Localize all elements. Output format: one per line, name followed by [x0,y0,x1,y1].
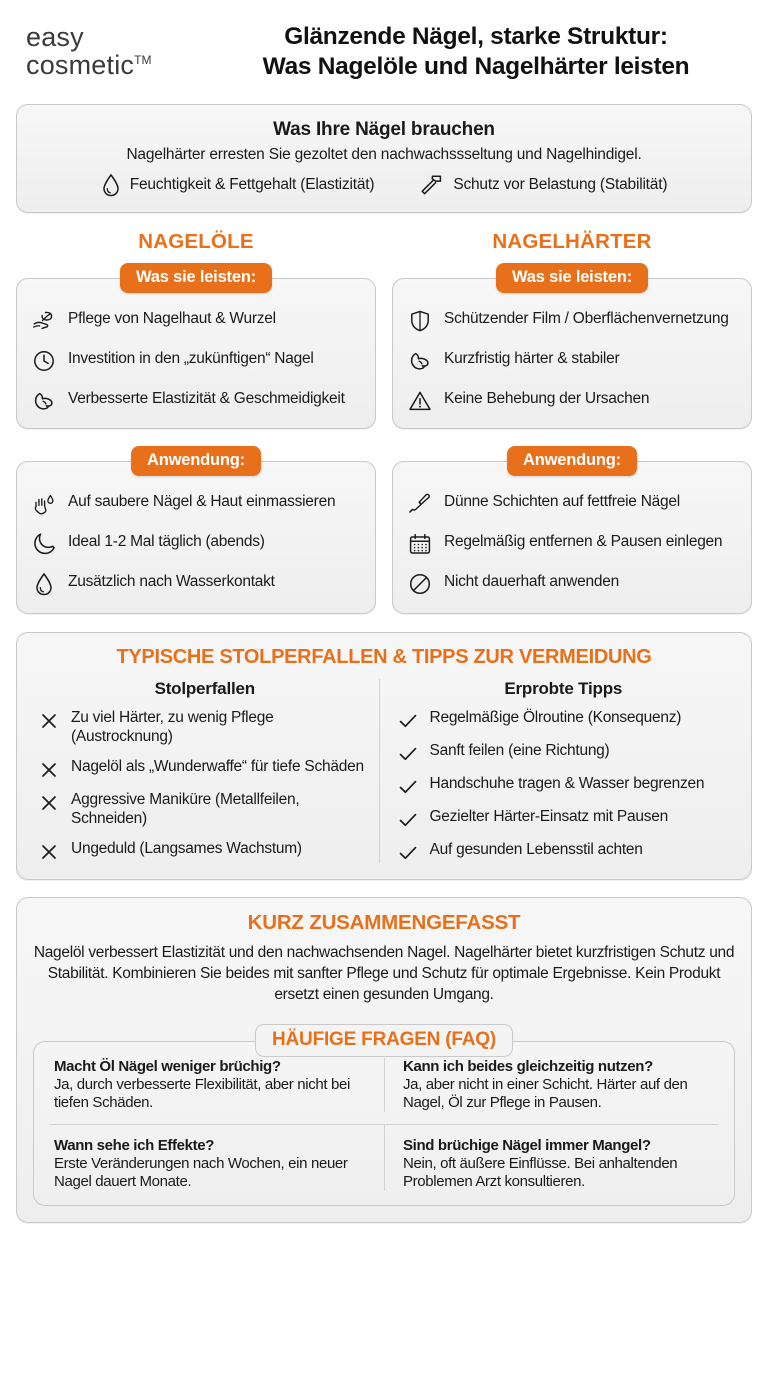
brand-line-1: easy [26,22,84,53]
header [16,0,752,104]
list-item [39,758,371,780]
brush-icon [407,491,433,517]
benefits-panel-wrap-left [16,263,376,429]
list-item [31,387,361,414]
column-nagelhaerter [392,230,752,429]
faq-section [33,1024,735,1206]
faq-question: Kann ich beides gleichzeitig nutzen? [403,1058,653,1076]
clock-icon [31,348,57,374]
list-item [407,490,737,517]
pitfalls-right [379,679,738,863]
brand-logo [26,24,196,79]
product-columns-benefits [16,230,752,429]
list-item-label: Auf gesunden Lebensstil achten [429,841,643,858]
list-item-label: Nicht dauerhaft anwenden [444,573,619,590]
usage-panel-left [16,461,376,614]
pitfalls-left-heading: Stolperfallen [154,679,255,698]
product-columns-usage [16,446,752,614]
hammer-icon [418,173,444,197]
list-item-label: Keine Behebung der Ursachen [444,390,650,407]
pitfalls-right-heading: Erprobte Tipps [504,679,623,698]
list-item [31,490,361,517]
usage-list-right [407,490,737,597]
summary-card [16,897,752,1223]
faq-item [384,1124,718,1191]
needs-card [16,104,752,213]
benefits-panel-wrap-right [392,263,752,429]
check-icon [398,711,418,731]
usage-column-left [16,446,376,614]
list-item [398,775,730,797]
benefits-list-left [31,307,361,414]
faq-question: Wann sehe ich Effekte? [54,1137,215,1155]
list-item-label: Dünne Schichten auf fettfreie Nägel [444,493,680,510]
list-item [398,841,730,863]
needs-item [418,173,667,197]
list-item-label: Kurzfristig härter & stabiler [444,350,620,367]
pitfalls-card [16,632,752,880]
needs-item-label: Schutz vor Belastung (Stabilität) [453,176,668,193]
no-entry-icon [407,571,433,597]
pitfalls-left [31,679,379,863]
list-item [39,840,371,862]
faq-item [384,1058,718,1112]
faq-pill: HÄUFIGE FRAGEN (FAQ) [255,1024,513,1057]
list-item [407,347,737,374]
faq-answer: Erste Veränderungen nach Wochen, ein neuer Nagel dauert Monate. [54,1155,348,1191]
list-item [407,307,737,334]
list-item-label: Sanft feilen (eine Richtung) [429,742,610,759]
check-icon [398,777,418,797]
droplet-icon [31,571,57,597]
faq-grid [50,1058,718,1191]
benefits-list-right [407,307,737,414]
faq-question: Sind brüchige Nägel immer Mangel? [403,1137,651,1155]
list-item-label: Aggressive Maniküre (Metallfeilen, Schneiden) [71,790,300,827]
faq-answer: Nein, oft äußere Einflüsse. Bei anhaltenden Problemen Arzt konsultieren. [403,1155,678,1191]
list-item-label: Regelmäßig entfernen & Pausen einlegen [444,533,723,550]
flex-arm-icon [31,388,57,414]
list-item-label: Zusätzlich nach Wasserkontakt [68,573,275,590]
column-nageloele [16,230,376,429]
page-title-line-1: Glänzende Nägel, starke Struktur: [284,23,668,51]
list-item [398,742,730,764]
list-item-label: Investition in den „zukünftigen“ Nagel [68,350,314,367]
hand-leaf-icon [31,308,57,334]
hand-drop-icon [31,491,57,517]
list-item-label: Auf saubere Nägel & Haut einmassieren [68,493,336,510]
trademark-mark: TM [134,53,152,67]
summary-text: Nagelöl verbessert Elastizität und den nachwachsenden Nagel. Nagelhärter bietet kurzfristigen Schutz und Stabilität. Kombinieren Sie beides mit sanfter Pflege und Schutz für optimale Ergebnisse. Kein Produkt ersetzt einen gesunden Umgang. [33,944,735,1003]
list-item-label: Ungeduld (Langsames Wachstum) [71,839,302,857]
benefits-panel-left [16,278,376,429]
page-title [210,22,748,82]
usage-pill-left: Anwendung: [131,446,261,476]
pitfalls-columns [31,679,737,863]
cross-icon [39,842,59,862]
needs-item-label: Feuchtigkeit & Fettgehalt (Elastizität) [129,176,375,193]
list-item [31,530,361,557]
usage-panel-wrap-left [16,446,376,614]
shield-icon [407,308,433,334]
benefits-panel-right [392,278,752,429]
list-item [39,709,371,747]
cross-icon [39,760,59,780]
check-icon [398,744,418,764]
check-icon [398,810,418,830]
list-item-label: Regelmäßige Ölroutine (Konsequenz) [429,709,682,726]
list-item-label: Zu viel Härter, zu wenig Pflege (Austrocknung) [71,709,274,745]
moon-icon [31,531,57,557]
list-item-label: Pflege von Nagelhaut & Wurzel [68,310,276,327]
flex-arm-icon [407,348,433,374]
list-item [407,570,737,597]
list-item [407,530,737,557]
summary-title: KURZ ZUSAMMENGEFASST [247,911,521,934]
needs-items [33,173,735,197]
list-item [39,791,371,829]
cross-icon [39,711,59,731]
droplet-icon [101,173,121,197]
brand-word: cosmetic [26,50,135,80]
faq-answer: Ja, durch verbesserte Flexibilität, aber nicht bei tiefen Schäden. [54,1076,350,1112]
list-item [398,709,730,731]
needs-title: Was Ihre Nägel brauchen [273,119,495,140]
benefits-pill-right: Was sie leisten: [496,263,648,293]
benefits-pill-left: Was sie leisten: [120,263,272,293]
needs-subtitle: Nagelhärter erresten Sie gezoltet den nachwachssseltung und Nagelhindigel. [126,146,642,163]
list-item-label: Gezielter Härter-Einsatz mit Pausen [429,808,668,825]
cross-icon [39,793,59,813]
brand-line-2 [26,52,196,80]
calendar-icon [407,531,433,557]
usage-column-right [392,446,752,614]
faq-answer: Ja, aber nicht in einer Schicht. Härter auf den Nagel, Öl zur Pflege in Pausen. [403,1076,688,1112]
usage-panel-wrap-right [392,446,752,614]
list-item [31,570,361,597]
list-item [31,347,361,374]
faq-box [33,1041,735,1206]
check-icon [398,843,418,863]
list-item [398,808,730,830]
column-title-nageloele: NAGELÖLE [138,230,254,253]
list-item [407,387,737,414]
pitfalls-right-list [398,709,730,863]
column-title-nagelhaerter: NAGELHÄRTER [492,230,652,253]
needs-item [101,173,375,197]
page-title-line-2: Was Nagelöle und Nagelhärter leisten [262,53,690,80]
pitfalls-title: TYPISCHE STOLPERFALLEN & TIPPS ZUR VERMEIDUNG [116,646,652,668]
warning-triangle-icon [407,388,433,414]
list-item-label: Verbesserte Elastizität & Geschmeidigkeit [68,390,345,407]
usage-pill-right: Anwendung: [507,446,637,476]
faq-item [50,1124,384,1191]
list-item [31,307,361,334]
faq-item [50,1058,384,1112]
list-item-label: Handschuhe tragen & Wasser begrenzen [429,775,705,792]
list-item-label: Schützender Film / Oberflächenvernetzung [444,310,729,327]
list-item-label: Nagelöl als „Wunderwaffe“ für tiefe Schäden [71,757,364,775]
usage-panel-right [392,461,752,614]
usage-list-left [31,490,361,597]
list-item-label: Ideal 1-2 Mal täglich (abends) [68,533,265,550]
faq-question: Macht Öl Nägel weniger brüchig? [54,1058,281,1076]
pitfalls-left-list [39,709,371,862]
